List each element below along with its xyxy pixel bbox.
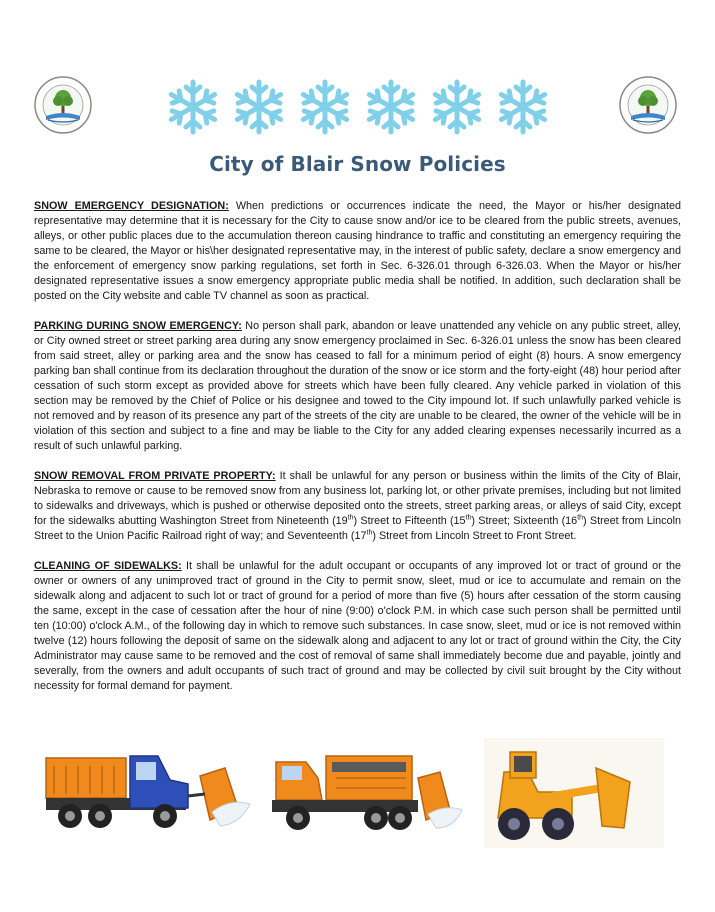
section-body: It shall be unlawful for the adult occupant or occupants of any improved lot or tract of ground or the owner or owners of any unimproved tract of ground in the City to permit snow, sleet, mud or ice to accumulate and remain on the sidewalk along and adjacent to such lot or tract of ground for a period of more than five (5) hours after cessation of the storm causing the same, except in the case of cessation after the hour of nine (9:00) o'clock P.M. in which case such person shall be permitted until ten (10:00) o'clock A.M., of the following day in which to remove such substances. In case snow, sleet, mud or ice is not removed within twelve (12) hours following the deposit of same on the sidewalk along and adjacent to any lot or tract of ground within the City, the City Administrator may cause same to be removed and the cost of removal of same shall immediately become due and payable, jointly and severally, from the owners and adult occupants of such tract of ground and may be collected by civil suit brought by the City without necessity for formal demand for payment. — [34, 560, 681, 692]
section-body: ) Street from Lincoln Street to the Union Pacific Railroad right of way; and Seventeenth (17 — [34, 515, 681, 542]
section-heading: PARKING DURING SNOW EMERGENCY: — [34, 320, 242, 332]
salt-spreader-truck-icon — [266, 738, 466, 843]
snowflake-icon — [229, 78, 289, 136]
section-body: ) Street to Fifteenth (15 — [353, 515, 466, 527]
front-loader-icon — [484, 738, 664, 853]
section-heading: SNOW REMOVAL FROM PRIVATE PROPERTY: — [34, 470, 276, 482]
snowflake-icon — [361, 78, 421, 136]
section-body: ) Street from Lincoln Street to Front Street. — [372, 530, 577, 542]
city-seal-icon — [34, 76, 92, 134]
ordinal-suffix: th — [577, 514, 584, 522]
vehicle-illustrations — [40, 738, 680, 856]
section-body: No person shall park, abandon or leave unattended any vehicle on any public street, alley, or City owned street or street parking area during any snow emergency proclaimed in Sec. 6-326.01 unless the snow has been cleared from said street, alley or parking area and the snow has ceased to fall for a minimum period of eight (8) hours. A snow emergency parking ban shall continue from its declaration throughout the duration of the snow or ice storm and the forty-eight (48) hour period after cessation of such storm except as provided above for streets which have been fully cleared. Any vehicle parked in violation of this section may be removed by the Chief of Police or his designee and towed to the City impound lot. If such unlawfully parked vehicle is not removed and by reason of its presence any part of the streets of the city are unable to be cleared, the owner of the vehicle will be in violation of this section and subject to a fine and may be liable to the City for any added clearing expenses necessarily incurred as a result of such unlawful parking. — [34, 320, 681, 452]
section-body: It shall be unlawful for any person or business within the limits of the City of Blair, Nebraska to remove or cause to be removed snow from any business lot, parking lot, or other private premises, including but not limited to sidewalks and driveways, which is pushed or otherwise deposited onto the streets, street parking areas, or alleys of said City, except for the sidewalks abutting Washington Street from Nineteenth (19 — [34, 470, 681, 527]
section-body: When predictions or occurrences indicate the need, the Mayor or his/her designated representative may determine that it is necessary for the City to cause snow and/or ice to be cleared from the public streets, avenues, alleys, or other public places due to the accumulation thereon causing hindrance to traffic and constituting an emergency requiring the same to be cleared, the Mayor or his\her designated representative may, in the interest of public safety, declare a snow emergency and the enforcement of emergency snow parking regulations, set forth in Sec. 6-326.01 through 6-326.03. When the Mayor or his/her designated representative issues a snow emergency appropriate public media shall be notified. In addition, such declaration shall be posted on the City website and cable TV channel as soon as practical. — [34, 200, 681, 302]
snowflake-icon — [493, 78, 553, 136]
snowflake-icon — [295, 78, 355, 136]
section-snow-emergency-designation — [34, 199, 681, 304]
section-body: ) Street; Sixteenth (16 — [471, 515, 578, 527]
ordinal-suffix: th — [347, 514, 354, 522]
dump-truck-plow-icon — [40, 738, 255, 843]
ordinal-suffix: th — [366, 529, 373, 537]
policy-content — [34, 199, 681, 709]
section-parking-during-snow-emergency — [34, 319, 681, 454]
section-snow-removal-private-property — [34, 469, 681, 544]
snowflake-icon — [163, 78, 223, 136]
city-seal-icon — [619, 76, 677, 134]
ordinal-suffix: th — [465, 514, 472, 522]
snowflake-icon — [427, 78, 487, 136]
page-title: City of Blair Snow Policies — [209, 152, 506, 176]
section-heading: CLEANING OF SIDEWALKS: — [34, 560, 182, 572]
snowflake-row — [163, 78, 553, 136]
section-cleaning-of-sidewalks — [34, 559, 681, 694]
section-heading: SNOW EMERGENCY DESIGNATION: — [34, 200, 229, 212]
